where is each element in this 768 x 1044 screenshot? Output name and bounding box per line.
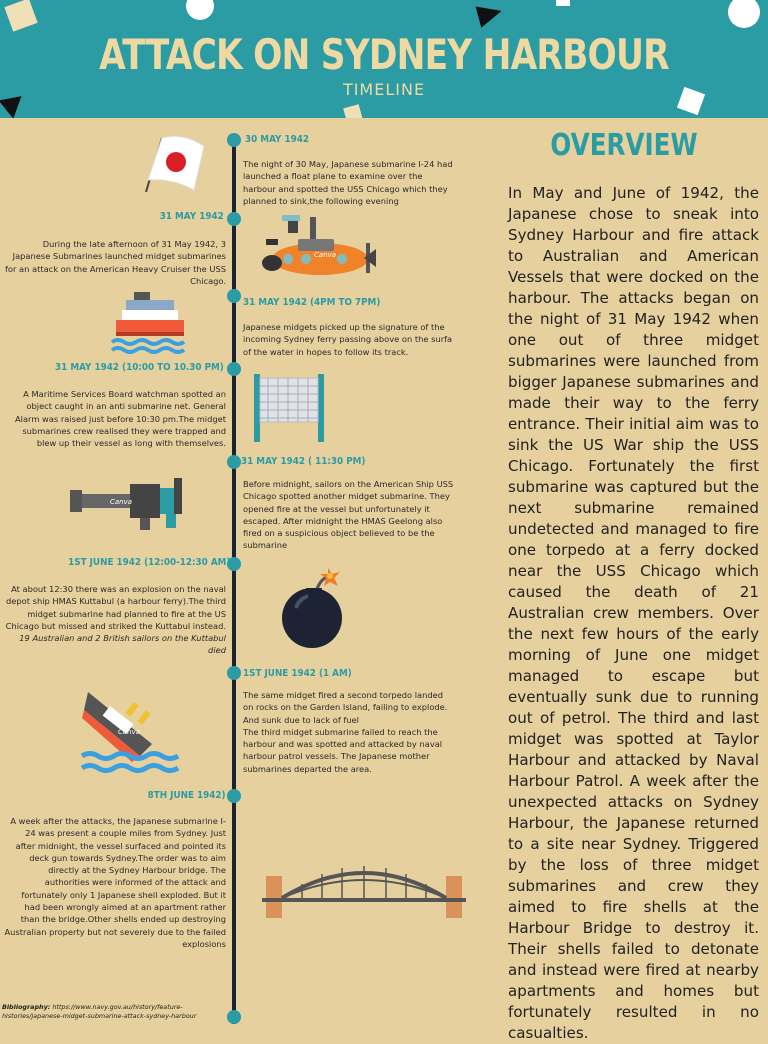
header-banner — [0, 0, 768, 118]
timeline-dot — [227, 212, 241, 226]
timeline-dot — [227, 133, 241, 147]
canva-watermark: Canva — [118, 728, 141, 736]
timeline-dot — [227, 289, 241, 303]
white-circle-decoration — [728, 0, 760, 28]
bibliography-label: Bibliography: — [2, 1003, 51, 1011]
bibliography — [2, 1003, 230, 1020]
overview-paragraph: In May and June of 1942, the Japanese chose to sneak into Sydney Harbour and fire attack to Australian and American Vessels that were docked on the harbour. The attacks began on the night of 31 May 1942 when one out of three midget submarines were launched from bigger Japanese submarines and made their way to the ferry entrance. Their initial aim was to sink the US War ship the USS Chicago. Fortunately the first submarine was captured but the next submarine remained undetected and managed to fire one torpedo at a ferry docked near the USS Chicago which caused the death of 21 Australian crew members. Over the next few hours of the early morning of June one midget managed to escape but eventually sunk due to running out of petrol. The third and last midget was spotted at Taylor Harbour and attacked by Naval Harbour Patrol. A week after the unexpected attacks on Sydney Harbour, the Japanese returned to a site near Sydney. Triggered by the loss of three midget submarines and crew they aimed to fire shells at the Harbour Bridge to destroy it. Their shells failed to detonate and instead were fired at nearby apartments and homes but fortunately resulted in no casualties. — [508, 184, 759, 1042]
event-date: 8TH JUNE 1942) — [148, 790, 226, 801]
white-square-decoration — [556, 0, 570, 6]
timeline-dot — [227, 666, 241, 680]
timeline-dot — [227, 362, 241, 376]
black-triangle-decoration — [476, 0, 505, 27]
event-description-text: The third midget submarine failed to reach the harbour and was spotted and attacked by naval harbour patrol vessels. The Japanese mother submarines departed the area. — [243, 726, 443, 774]
event-date: 30 MAY 1942 — [245, 134, 309, 145]
bibliography-link[interactable]: https://www.navy.gov.au/history/feature-histories/japanese-midget-submarine-attack-sydney-harbour — [2, 1003, 197, 1020]
event-date: 31 MAY 1942 ( 11:30 PM) — [241, 456, 366, 467]
overview-heading: OVERVIEW — [550, 128, 698, 163]
ferry-icon — [110, 288, 190, 354]
event-description: Before midnight, sailors on the American Ship USS Chicago spotted another midget submarine. They opened fire at the vessel but unfortunately it escaped. After midnight the HMAS Geelong also fired on a suspicious object believed to be the submarine — [243, 479, 454, 551]
event-date: 31 MAY 1942 (10:00 TO 10.30 PM) — [55, 362, 224, 373]
cream-square-decoration — [4, 0, 37, 32]
canva-watermark: Canva — [314, 251, 337, 259]
event-description — [4, 583, 226, 657]
event-date: 1ST JUNE 1942 (12:00-12:30 AM) — [67, 557, 230, 568]
event-date: 31 MAY 1942 — [160, 211, 224, 222]
bomb-icon — [278, 562, 348, 652]
event-description — [243, 689, 455, 775]
canva-watermark: Canva — [110, 498, 133, 506]
page-title: ATTACK ON SYDNEY HARBOUR — [99, 30, 669, 79]
event-description: The night of 30 May, Japanese submarine I-24 had launched a float plane to examine over the harbour and spotted the USS Chicago which they planned to sink,the following evening — [243, 159, 453, 206]
sinking-ship-icon — [80, 686, 190, 776]
anti-submarine-net-icon — [252, 372, 326, 444]
harbour-bridge-icon — [262, 854, 466, 920]
timeline-line — [232, 138, 236, 1024]
event-description: A Maritime Services Board watchman spotted an object caught in an anti submarine net. General Alarm was raised just before 10:30 pm.The midget submarines crew realised they were trapped and blew up their vessel as long with themselves. — [14, 389, 226, 449]
event-description: A week after the attacks, the Japanese submarine I-24 was present a couple miles from Sydney. Just after midnight, the vessel surfaced and pointed its deck gun towards Sydney.The order was to aim directly at the Sydney Harbour bridge. The authorities were informed of the attack and fortunately only 1 Japanese shell exploded. But it had been wrongly aimed at an apartment rather than the bridge.Other shells ended up destroying Australian property but not severely due to the failed explosions — [4, 816, 226, 949]
japanese-flag-icon — [142, 132, 208, 194]
event-description: Japanese midgets picked up the signature of the incoming Sydney ferry passing above on the surfa of the water in hopes to follow its track. — [243, 322, 453, 357]
event-date: 31 MAY 1942 (4PM TO 7PM) — [243, 297, 381, 308]
page-subtitle: TIMELINE — [342, 80, 426, 99]
event-description-italic: 19 Australian and 2 British sailors on the Kuttabul died — [19, 633, 226, 656]
event-description: During the late afternoon of 31 May 1942, 3 Japanese Submarines launched midget submarines for an attack on the American Heavy Cruiser the USS Chicago. — [4, 239, 226, 286]
timeline-dot — [227, 789, 241, 803]
submarine-icon — [258, 213, 376, 285]
event-description-text: The same midget fired a second torpedo landed on rocks on the Garden Island, failing to explode. And sunk due to lack of fuel — [243, 690, 448, 725]
machine-gun-icon — [70, 474, 186, 532]
cream-square-decoration — [343, 104, 363, 118]
event-description-text: At about 12:30 there was an explosion on the naval depot ship HMAS Kuttabul (a harbour ferry).The third midget submarine had planned to fire at the US Chicago but missed and striked the Kuttabul instead. — [5, 584, 226, 631]
timeline-dot — [227, 455, 241, 469]
white-circle-decoration — [186, 0, 214, 20]
event-date: 1ST JUNE 1942 (1 AM) — [243, 668, 352, 679]
